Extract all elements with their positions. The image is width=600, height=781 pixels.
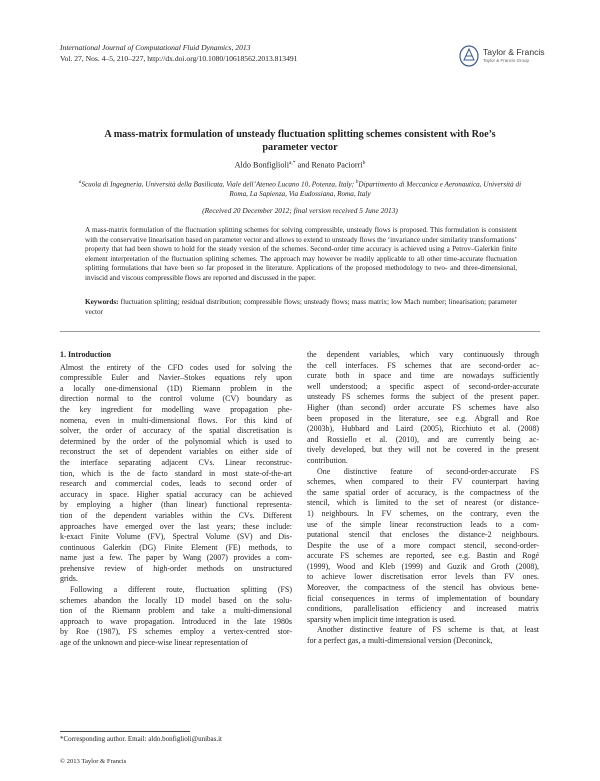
text-line: the cell interfaces. FS schemes that are second-order ac- — [307, 360, 539, 370]
copyright: © 2013 Taylor & Francis — [60, 758, 127, 765]
text-line: stencil, which is limited to the set of nearest (or distance- — [307, 498, 539, 508]
text-line: for a perfect gas, a multi-dimensional version (Deconinck, — [307, 636, 493, 646]
journal-header — [60, 42, 400, 64]
article-title-line1: A mass-matrix formulation of unsteady fluctuation splitting schemes consistent with Roe’s — [104, 129, 496, 140]
divider — [60, 331, 540, 332]
text-line: Another distinctive feature of FS scheme is that, at least — [317, 625, 539, 635]
text-line: a locally one-dimensional (1D) Riemann problem in the — [60, 383, 292, 393]
text-line: continuous Galerkin (DG) Finite Element (FE) methods, to — [60, 542, 292, 552]
footnote-divider — [60, 731, 190, 732]
text-line: Despite the use of a more compact stencil, second-order- — [307, 540, 539, 550]
text-line: sparsity when implicit time integration is used. — [307, 614, 456, 624]
publisher-logo — [458, 44, 568, 70]
text-line: nomena, even in multi-dimensional flows. For this kind of — [60, 415, 292, 425]
text-line: approaches have emerged over the last years; these include: — [60, 521, 292, 531]
text-line: putational stencil that encloses the distance-2 neighbours. — [307, 530, 539, 540]
affil-mark-b: b — [355, 180, 359, 185]
footnote: *Corresponding author. Email: aldo.bonfiglioli@unibas.it — [60, 735, 222, 743]
text-line: Moreover, the compactness of the stencil has obvious bene- — [307, 583, 539, 593]
text-line: determined by the order of the polynomial which is used to — [60, 436, 292, 446]
affiliation-a: Scuola di Ingegneria, Università della Basilicata, Viale dell’Ateneo Lucano 10, Potenza, Italy; — [81, 180, 356, 189]
text-line: contribution. — [307, 455, 348, 465]
text-line: Following a different route, fluctuation splitting (FS) — [70, 585, 292, 595]
text-line: prehensive review of high-order methods on unstructured — [60, 563, 292, 573]
text-line: k-exact Finite Volume (FV), Spectral Volume (SV) and Dis- — [60, 532, 292, 542]
article-title — [66, 128, 534, 154]
text-line: direction normal to the control volume (CV) boundary as — [60, 394, 292, 404]
author-conjunction: and Renato Paciorri — [295, 160, 363, 170]
text-line: tion of the dependent variables within the CVs. Different — [60, 510, 292, 520]
text-line: research and commercial codes, leads to second order of — [60, 479, 292, 489]
text-line: (2003b), Hubbard and Laird (2005), Ricchiuto et al. (2008) — [307, 424, 539, 434]
author-1: Aldo Bonfiglioli — [234, 160, 289, 170]
text-line: 1) neighbours. In FV schemes, on the contrary, even the — [307, 508, 539, 518]
text-line: use of the simple linear reconstruction leads to a com- — [307, 519, 539, 529]
text-line: schemes abandon the locally 1D model based on the solu- — [60, 595, 292, 605]
text-line: age of the unknown and piece-wise linear representation of — [60, 638, 248, 648]
text-line: tively developed, but they will not be covered in the present — [307, 445, 539, 455]
abstract: A mass-matrix formulation of the fluctuation splitting schemes for solving compressible, unsteady flows is proposed. This formulation is consistent with the conservative linearisation based on parameter vector and allows to extend to unsteady flows the ‘invariance under similarity transformations’ property that had been shown to hold for the steady version of the schemes. Second-order time accuracy is achieved using a Petrov–Galerkin finite element interpretation of the fluctuation splitting schemes. The approach may however be readily applicable to all other time-accurate fluctuation splitting formulations that have been so far proposed in the literature. Applications of the proposed methodology to two- and three-dimensional, inviscid and viscous compressible flows are reported and discussed in the paper. — [85, 226, 517, 282]
text-line: (1999), Wood and Kleb (1999) and Guzik and Groth (2008), — [307, 561, 539, 571]
publisher-logo-icon — [458, 44, 480, 68]
publisher-name: Taylor & Francis — [483, 47, 545, 57]
text-line: curate both in space and time are nowadays sufficiently — [307, 371, 539, 381]
journal-title: International Journal of Computational Fluid Dynamics, 2013 — [60, 43, 251, 52]
author-1-mark: a,* — [288, 160, 296, 166]
author-list — [60, 160, 540, 170]
text-line: the key ingredient for modelling wave propagation phe- — [60, 404, 292, 414]
text-line: schemes, when compared to their FV counterpart having — [307, 477, 539, 487]
text-line: reconstruct the set of dependent variables on either side of — [60, 447, 292, 457]
section-heading: 1. Introduction — [60, 350, 112, 359]
received-dates: (Received 20 December 2012; final version received 5 June 2013) — [202, 206, 398, 215]
text-line: name just a few. The paper by Wang (2007) provides a com- — [60, 553, 292, 563]
text-line: conditions, parallelisation efficiency and increased matrix — [307, 604, 539, 614]
text-line: the interface separating adjacent CVs. Linear reconstruc- — [60, 457, 292, 467]
affil-mark-a: a — [78, 180, 82, 185]
affiliations — [72, 178, 528, 199]
text-line: and Rossiello et al. (2010), and are currently being ac- — [307, 434, 539, 444]
text-line: been proposed in the literature, see e.g. Abgrall and Roe — [307, 413, 539, 423]
text-line: Higher (than second) order accurate FS schemes have also — [307, 402, 539, 412]
article-title-line2: parameter vector — [262, 142, 338, 153]
volume-doi-line[interactable]: Vol. 27, Nos. 4–5, 210–227, http://dx.doi.org/10.1080/10618562.2013.813491 — [60, 54, 298, 63]
text-line: to achieve lower discretisation error levels than FV ones. — [307, 572, 539, 582]
left-column — [60, 350, 292, 649]
text-line: tion of the Riemann problem and take a multi-dimensional — [60, 606, 292, 616]
text-line: the same spatial order of accuracy, is the compactness of the — [307, 487, 539, 497]
text-line: by employing a higher (than linear) functional representa- — [60, 500, 292, 510]
keywords-list: fluctuation splitting; residual distribution; compressible flows; unsteady flows; mass matrix; low Mach number; linearisation; parameter vector — [85, 298, 517, 316]
text-line: compressible Euler and Navier–Stokes equations rely upon — [60, 373, 292, 383]
affiliation-b: Dipartimento di Meccanica e Aeronautica, Università di Roma, La Sapienza, Via Eudossiana, Roma, Italy — [229, 180, 522, 199]
author-2-mark: b — [362, 160, 366, 166]
text-line: One distinctive feature of second-order-accurate FS — [317, 466, 539, 476]
keywords-label: Keywords: — [85, 298, 119, 306]
text-line: accurate FS schemes are reported, see e.g. Bastin and Rogé — [307, 551, 539, 561]
text-line: by Roe (1987), FS schemes employ a vertex-centred stor- — [60, 627, 292, 637]
text-line: ficial consequences in terms of implementation of boundary — [307, 593, 539, 603]
text-line: well understood; a specific aspect of second-order-accurate — [307, 381, 539, 391]
text-line: Almost the entirety of the CFD codes used for solving the — [60, 362, 292, 372]
text-line: the dependent variables, which vary continuously through — [307, 350, 539, 359]
text-line: approach to wave propagation. Introduced in the late 1980s — [60, 616, 292, 626]
text-line: tion, which is the de facto standard in most state-of-the-art — [60, 468, 292, 478]
right-column — [307, 350, 539, 647]
text-line: accuracy in space. Higher spatial accuracy can be achieved — [60, 489, 292, 499]
text-line: unsteady FS schemes forms the subject of the present paper. — [307, 392, 539, 402]
text-line: solver, the order of accuracy of the spatial discretisation is — [60, 426, 292, 436]
keywords — [85, 298, 517, 317]
publisher-tagline: Taylor & Francis Group — [483, 58, 530, 63]
text-line: grids. — [60, 574, 78, 584]
